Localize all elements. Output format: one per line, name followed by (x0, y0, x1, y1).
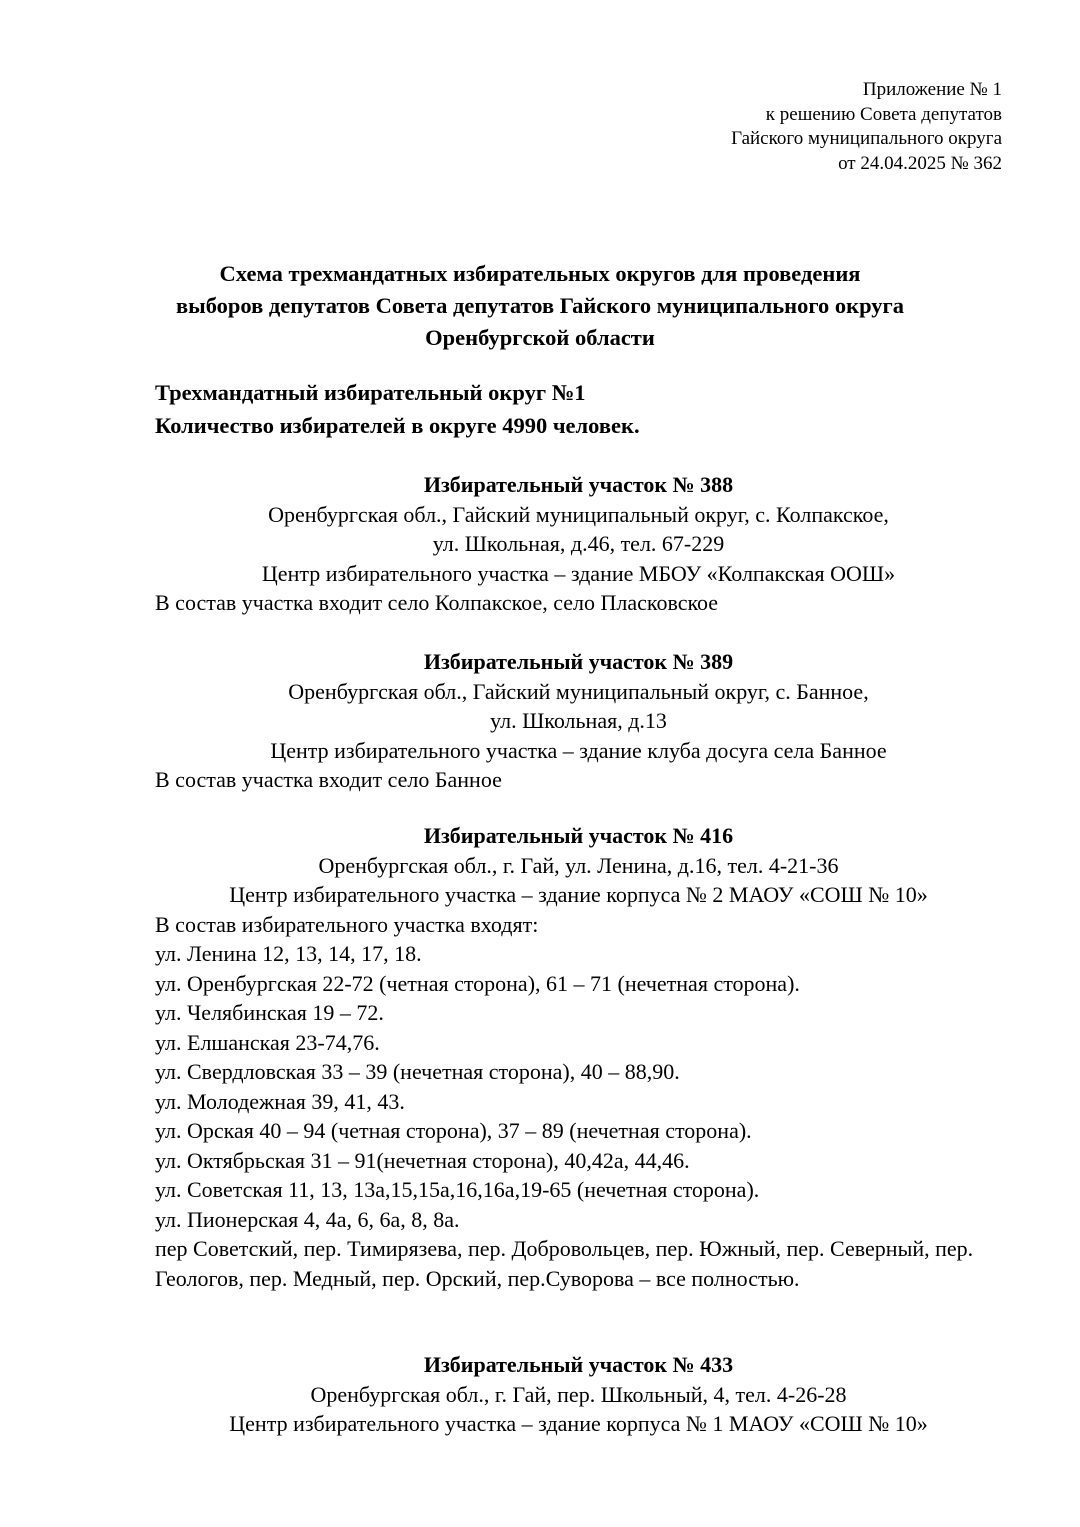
section-address: Оренбургская обл., г. Гай, пер. Школьный, 4, тел. 4-26-28 (310, 1381, 847, 1407)
polling-section (155, 821, 1002, 1293)
section-center: Центр избирательного участка – здание корпуса № 1 МАОУ «СОШ № 10» (229, 1411, 928, 1436)
polling-section (155, 1350, 1002, 1439)
section-heading: Избирательный участок № 416 (423, 823, 734, 848)
section-heading: Избирательный участок № 389 (423, 649, 734, 674)
title-line: Схема трехмандатных избирательных округов для проведения (219, 261, 861, 286)
title-line: Оренбургской области (425, 325, 655, 350)
appendix-line: от 24.04.2025 № 362 (838, 152, 1002, 174)
title-line: выборов депутатов Совета депутатов Гайского муниципального округа (175, 293, 905, 318)
appendix-line: Гайского муниципального округа (731, 128, 1002, 149)
street-item: ул. Оренбургская 22-72 (четная сторона), 61 – 71 (нечетная сторона). (155, 970, 800, 996)
section-center: Центр избирательного участка – здание корпуса № 2 МАОУ «СОШ № 10» (229, 882, 928, 907)
street-item: ул. Свердловская 33 – 39 (нечетная сторона), 40 – 88,90. (155, 1059, 680, 1084)
section-center: Центр избирательного участка – здание МБОУ «Колпакская ООШ» (261, 560, 896, 586)
document-title (78, 258, 1002, 354)
polling-section (155, 647, 1002, 795)
section-address: ул. Школьная, д.46, тел. 67-229 (432, 531, 725, 556)
section-address: ул. Школьная, д.13 (490, 708, 667, 733)
street-item: ул. Елшанская 23-74,76. (155, 1029, 380, 1055)
section-heading: Избирательный участок № 433 (423, 1352, 734, 1377)
street-item: ул. Октябрьская 31 – 91(нечетная сторона), 40,42а, 44,46. (155, 1147, 690, 1173)
street-item: ул. Молодежная 39, 41, 43. (155, 1088, 405, 1114)
street-item: ул. Ленина 12, 13, 14, 17, 18. (155, 941, 422, 966)
polling-section (155, 470, 1002, 618)
section-address: Оренбургская обл., Гайский муниципальный округ, с. Колпакское, (268, 501, 889, 527)
section-composition: В состав участка входит село Колпакское, село Пласковское (155, 590, 719, 615)
appendix-line: Приложение № 1 (862, 79, 1002, 100)
street-item: пер Советский, пер. Тимирязева, пер. Добровольцев, пер. Южный, пер. Северный, пер. Геологов, пер. Медный, пер. Орский, пер.Суворова – все полностью. (155, 1236, 974, 1291)
appendix-block (731, 78, 1002, 176)
district-voters: Количество избирателей в округе 4990 человек. (155, 413, 640, 438)
section-address: Оренбургская обл., г. Гай, ул. Ленина, д.16, тел. 4-21-36 (318, 852, 839, 878)
district-name: Трехмандатный избирательный округ №1 (155, 380, 586, 405)
district-header (155, 376, 640, 442)
section-center: Центр избирательного участка – здание клуба досуга села Банное (270, 737, 887, 763)
section-address: Оренбургская обл., Гайский муниципальный округ, с. Банное, (288, 678, 869, 704)
street-item: ул. Челябинская 19 – 72. (155, 1000, 384, 1025)
street-item: ул. Орская 40 – 94 (четная сторона), 37 – 89 (нечетная сторона). (155, 1118, 752, 1143)
section-composition: В состав избирательного участка входят: (155, 911, 539, 937)
street-item: ул. Советская 11, 13, 13а,15,15а,16,16а,19-65 (нечетная сторона). (155, 1177, 760, 1202)
section-heading: Избирательный участок № 388 (423, 472, 734, 497)
street-item: ул. Пионерская 4, 4а, 6, 6а, 8, 8а. (155, 1206, 460, 1232)
section-composition: В состав участка входит село Банное (155, 767, 502, 792)
appendix-line: к решению Совета депутатов (765, 103, 1002, 125)
